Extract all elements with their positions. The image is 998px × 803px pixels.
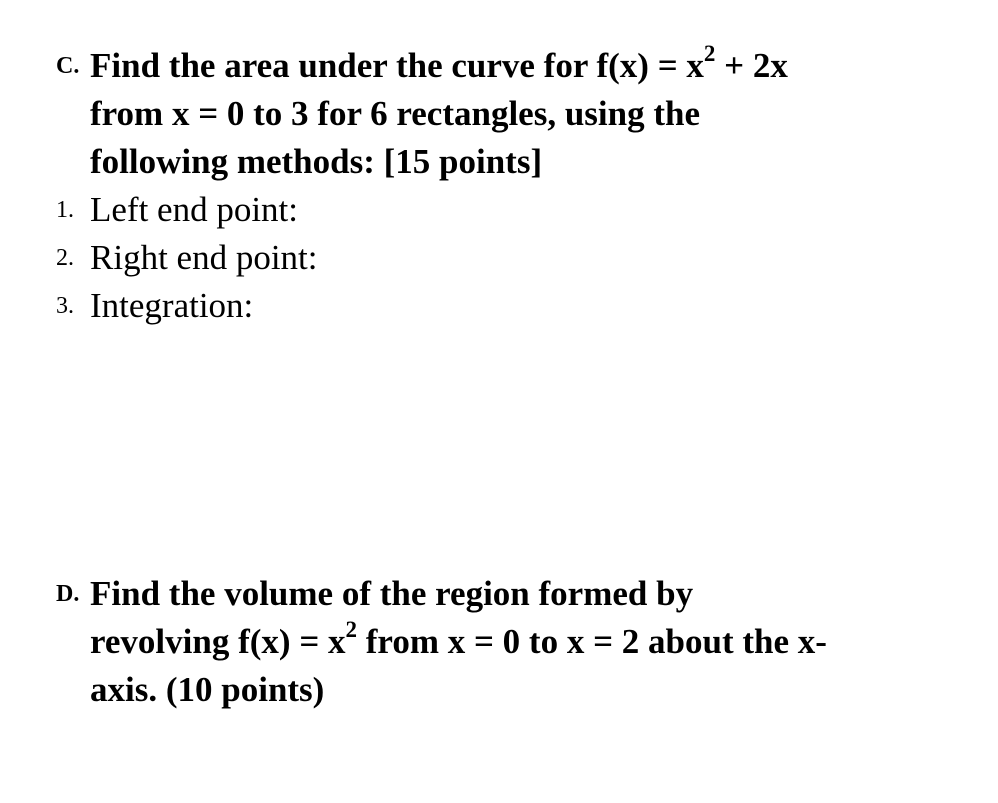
list-item-number: 1. [56, 197, 74, 223]
problem-d-statement-line-1: Find the volume of the region formed by [90, 574, 694, 613]
list-item-label: Integration: [90, 286, 254, 325]
problem-c-letter: C. [56, 53, 80, 79]
problem-c-statement-line-3: following methods: [15 points] [90, 142, 543, 181]
problem-d-statement-text: revolving f(x) = x [90, 622, 346, 661]
problem-c-statement-text: Find the area under the curve for f(x) = x [90, 46, 704, 85]
exponent: 2 [703, 41, 716, 67]
problem-c-statement-line-1 [90, 42, 788, 90]
exponent: 2 [345, 617, 358, 643]
list-item-number: 3. [56, 293, 74, 319]
problem-d-statement-text-end: from x = 0 to x = 2 about the x- [357, 622, 827, 661]
problem-d-statement-line-2 [90, 618, 827, 666]
problem-d-statement-line-3: axis. (10 points) [90, 670, 325, 709]
list-item-label: Left end point: [90, 190, 299, 229]
list-item-label: Right end point: [90, 238, 318, 277]
problem-c-statement-text-end: + 2x [715, 46, 788, 85]
problem-c-statement-line-2: from x = 0 to 3 for 6 rectangles, using the [90, 94, 701, 133]
list-item-number: 2. [56, 245, 74, 271]
problem-d-letter: D. [56, 581, 80, 607]
